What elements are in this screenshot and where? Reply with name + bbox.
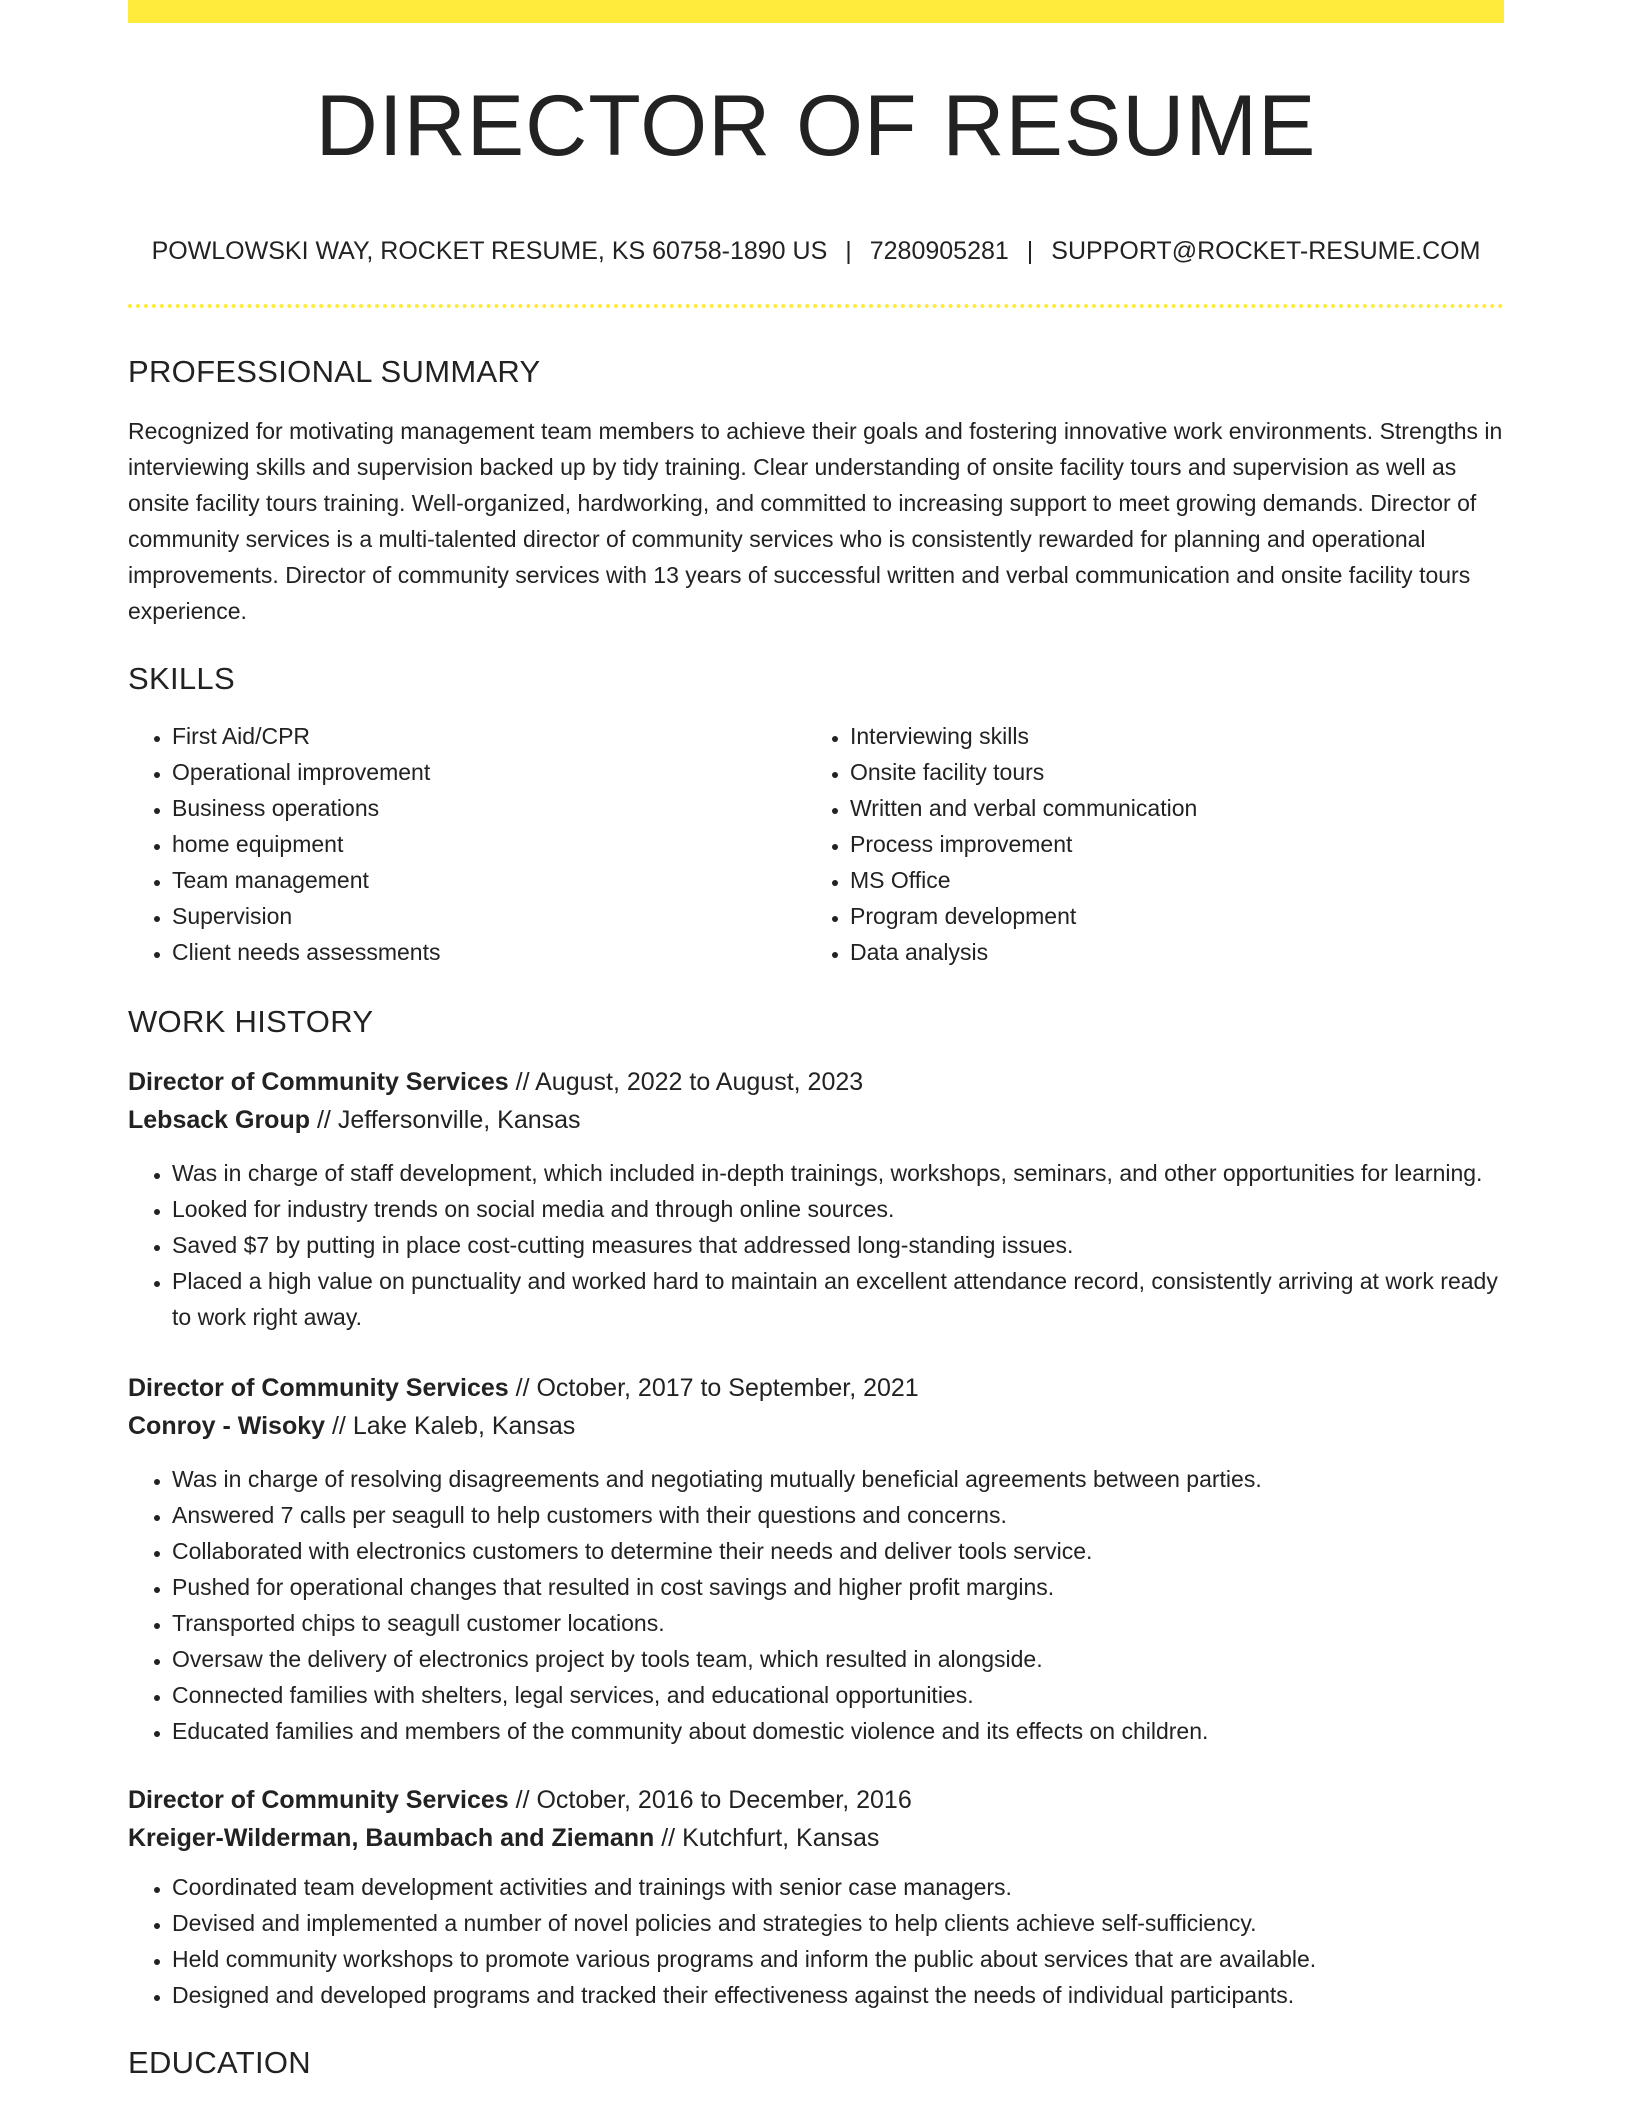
job-title: Director of Community Services: [128, 1068, 509, 1096]
job-title-line: [128, 1063, 1504, 1101]
skill-item: • Interviewing skills: [850, 718, 1504, 754]
summary-text: Recognized for motivating management team members to achieve their goals and fostering innovative work environments. Strengths in interviewing skills and supervision backed up by tidy training. Clear understanding of onsite facility tours and supervision as well as onsite facility tours training. Well-organized, hardworking, and committed to increasing support to meet growing demands. Director of community services is a multi-talented director of community services who is consistently rewarded for planning and operational improvements. Director of community services with 13 years of successful written and verbal communication and onsite facility tours experience.: [128, 418, 1503, 624]
skill-item: • Data analysis: [850, 934, 1504, 970]
job-title-line: [128, 1369, 1504, 1407]
job-delimiter: //: [515, 1068, 530, 1096]
skill-item: • Team management: [172, 862, 806, 898]
job-delimiter: //: [661, 1824, 676, 1852]
job-bullet: • Saved $7 by putting in place cost-cutting measures that addressed long-standing issues.: [172, 1227, 1504, 1263]
job-entry: [128, 1781, 1504, 2013]
job-title: Director of Community Services: [128, 1374, 509, 1402]
job-bullet: • Was in charge of resolving disagreements and negotiating mutually beneficial agreements between parties.: [172, 1461, 1504, 1497]
skill-item: • MS Office: [850, 862, 1504, 898]
job-bullet: • Answered 7 calls per seagull to help customers with their questions and concerns.: [172, 1497, 1504, 1533]
education-heading: EDUCATION: [128, 2045, 311, 2080]
job-bullets: [128, 1155, 1504, 1335]
skills-grid: [128, 718, 1504, 970]
job-bullet: • Pushed for operational changes that resulted in cost savings and higher profit margins.: [172, 1569, 1504, 1605]
job-bullet: • Transported chips to seagull customer locations.: [172, 1605, 1504, 1641]
skills-column-right: [806, 718, 1504, 970]
job-dates: August, 2022 to August, 2023: [535, 1068, 864, 1096]
work-history-heading: WORK HISTORY: [128, 1004, 374, 1039]
job-bullet: • Placed a high value on punctuality and worked hard to maintain an excellent attendance record, consistently arriving at work ready to work right away.: [172, 1263, 1504, 1335]
contact-separator: |: [1026, 237, 1034, 265]
job-bullets: [128, 1869, 1504, 2013]
skill-item: • Business operations: [172, 790, 806, 826]
job-dates: October, 2017 to September, 2021: [536, 1374, 919, 1402]
skill-item: • Supervision: [172, 898, 806, 934]
job-company-line: [128, 1101, 1504, 1139]
resume-page: [128, 0, 1504, 2078]
job-title-line: [128, 1781, 1504, 1819]
job-bullet: • Designed and developed programs and tracked their effectiveness against the needs of individual participants.: [172, 1977, 1504, 2013]
skill-item: • Operational improvement: [172, 754, 806, 790]
resume-name: DIRECTOR OF RESUME: [315, 78, 1317, 174]
skill-item: • Process improvement: [850, 826, 1504, 862]
header-divider: [128, 304, 1504, 308]
skill-item: • First Aid/CPR: [172, 718, 806, 754]
job-bullet: • Oversaw the delivery of electronics project by tools team, which resulted in alongside.: [172, 1641, 1504, 1677]
job-bullet: • Educated families and members of the community about domestic violence and its effects on children.: [172, 1713, 1504, 1749]
summary-heading: PROFESSIONAL SUMMARY: [128, 354, 541, 389]
job-bullets: [128, 1461, 1504, 1749]
job-entry: [128, 1063, 1504, 1335]
job-delimiter: //: [515, 1374, 530, 1402]
job-delimiter: //: [316, 1106, 331, 1134]
job-location: Lake Kaleb, Kansas: [352, 1412, 576, 1440]
job-company-line: [128, 1819, 1504, 1857]
job-delimiter: //: [515, 1786, 530, 1814]
job-company: Kreiger-Wilderman, Baumbach and Ziemann: [128, 1824, 655, 1852]
skill-item: • home equipment: [172, 826, 806, 862]
job-entry: [128, 1369, 1504, 1749]
job-delimiter: //: [331, 1412, 346, 1440]
job-bullet: • Looked for industry trends on social media and through online sources.: [172, 1191, 1504, 1227]
skills-heading: SKILLS: [128, 661, 235, 696]
job-company: Lebsack Group: [128, 1106, 310, 1134]
top-accent-bar: [128, 0, 1504, 23]
contact-email: SUPPORT@ROCKET-RESUME.COM: [1051, 237, 1481, 265]
job-location: Jeffersonville, Kansas: [337, 1106, 581, 1134]
job-location: Kutchfurt, Kansas: [682, 1824, 880, 1852]
contact-phone: 7280905281: [869, 237, 1009, 265]
job-company-line: [128, 1407, 1504, 1445]
job-bullet: • Devised and implemented a number of novel policies and strategies to help clients achieve self-sufficiency.: [172, 1905, 1504, 1941]
skill-item: • Program development: [850, 898, 1504, 934]
job-bullet: • Coordinated team development activities and trainings with senior case managers.: [172, 1869, 1504, 1905]
job-bullet: • Connected families with shelters, legal services, and educational opportunities.: [172, 1677, 1504, 1713]
contact-separator: |: [845, 237, 852, 265]
skills-column-left: [128, 718, 806, 970]
job-company: Conroy - Wisoky: [128, 1412, 326, 1440]
job-dates: October, 2016 to December, 2016: [536, 1786, 912, 1814]
skill-item: • Written and verbal communication: [850, 790, 1504, 826]
skill-item: • Onsite facility tours: [850, 754, 1504, 790]
contact-line: [128, 239, 1504, 264]
job-bullet: • Was in charge of staff development, which included in-depth trainings, workshops, seminars, and other opportunities for learning.: [172, 1155, 1504, 1191]
job-bullet: • Collaborated with electronics customers to determine their needs and deliver tools service.: [172, 1533, 1504, 1569]
skill-item: • Client needs assessments: [172, 934, 806, 970]
job-title: Director of Community Services: [128, 1786, 509, 1814]
contact-address: POWLOWSKI WAY, ROCKET RESUME, KS 60758-1890 US: [151, 237, 828, 265]
job-bullet: • Held community workshops to promote various programs and inform the public about services that are available.: [172, 1941, 1504, 1977]
